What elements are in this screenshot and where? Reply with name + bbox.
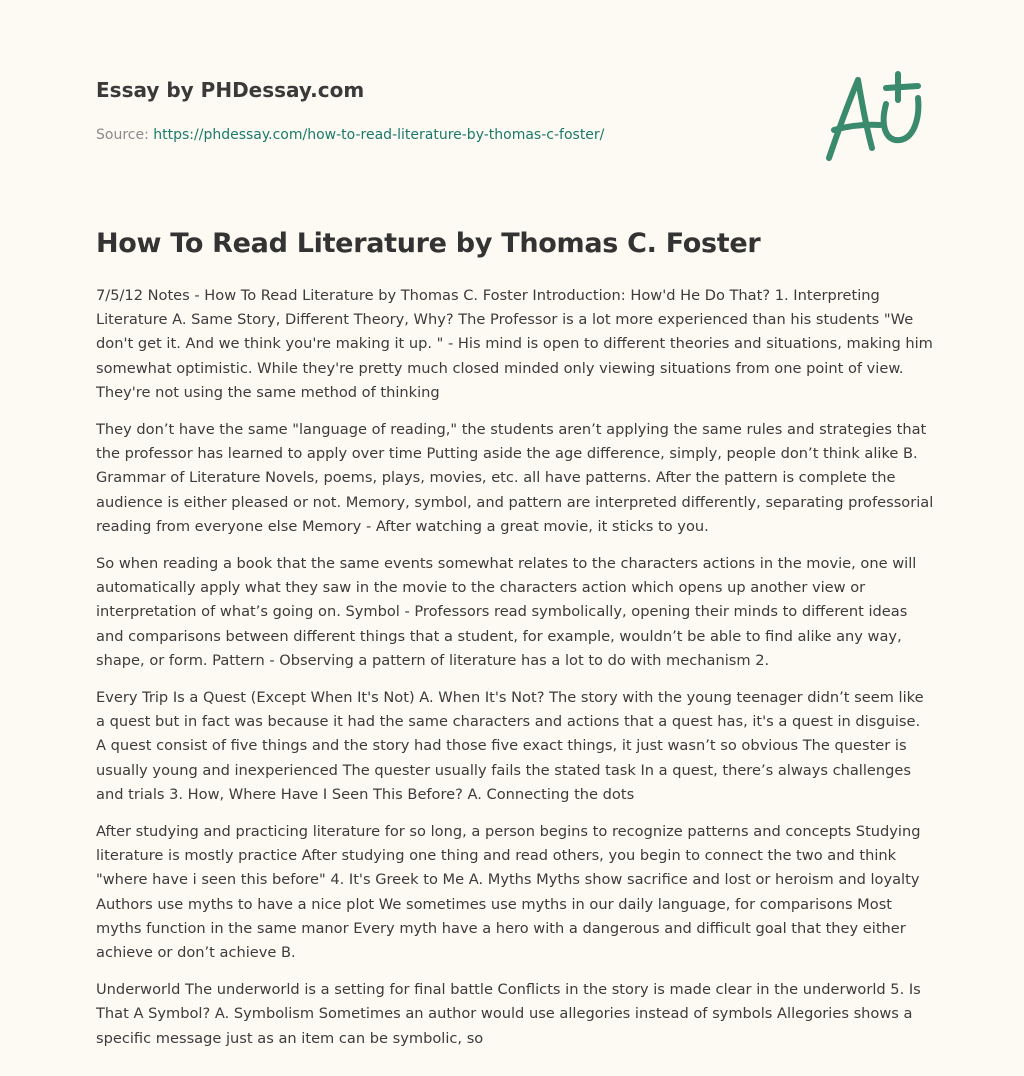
a-plus-logo-icon [822, 68, 926, 164]
article-paragraph: Underworld The underworld is a setting for final battle Conflicts in the story is made clear in the underworld 5. Is That A Symbol? A. Symbolism Sometimes an author would use allegories instead of symbols Allegories shows a specific message just as an item can be symbolic, so [96, 981, 921, 1047]
source-link[interactable]: https://phdessay.com/how-to-read-literature-by-thomas-c-foster/ [153, 127, 605, 143]
source-line [96, 126, 796, 144]
article-paragraph: So when reading a book that the same events somewhat relates to the characters actions in the movie, one will automatically apply what they saw in the movie to the characters action which opens up another view or interpretation of what’s going on. Symbol - Professors read symbolically, opening their minds to different ideas and comparisons between different things that a student, for example, wouldn’t be able to find alike any way, shape, or form. Pattern - Observing a pattern of literature has a lot to do with mechanism 2. [96, 555, 917, 669]
article-paragraph: 7/5/12 Notes - How To Read Literature by Thomas C. Foster Introduction: How'd He Do That? 1. Interpreting Literature A. Same Story, Different Theory, Why? The Professor is a lot more experienced than his students "We don't get it. And we think you're making it up. " - His mind is open to different theories and situations, making him somewhat optimistic. While they're pretty much closed minded only viewing situations from one point of view. They're not using the same method of thinking [96, 287, 933, 401]
essay-header [96, 76, 796, 144]
source-label: Source: [96, 127, 154, 143]
article-paragraph: They don’t have the same "language of reading," the students aren’t applying the same rules and strategies that the professor has learned to apply over time Putting aside the age difference, simply, people don’t think alike B. Grammar of Literature Novels, poems, plays, movies, etc. all have patterns. After the pattern is complete the audience is either pleased or not. Memory, symbol, and pattern are interpreted differently, separating professorial reading from everyone else Memory - After watching a great movie, it sticks to you. [96, 421, 934, 535]
brand-title: Essay by PHDessay.com [96, 78, 365, 102]
article-title: How To Read Literature by Thomas C. Foster [96, 228, 761, 259]
article-paragraph: After studying and practicing literature for so long, a person begins to recognize patterns and concepts Studying literature is mostly practice After studying one thing and read others, you begin to connect the two and think "where have i seen this before" 4. It's Greek to Me A. Myths Myths show sacrifice and lost or heroism and loyalty Authors use myths to have a nice plot We sometimes use myths in our daily language, for comparisons Most myths function in the same manor Every myth have a hero with a dangerous and difficult goal that they either achieve or don’t achieve B. [96, 823, 921, 962]
article-body [96, 284, 934, 1064]
article-paragraph: Every Trip Is a Quest (Except When It's Not) A. When It's Not? The story with the young teenager didn’t seem like a quest but in fact was because it had the same characters and actions that a quest has, it's a quest in disguise. A quest consist of five things and the story had those five exact things, it just wasn’t so obvious The quester is usually young and inexperienced The quester usually fails the stated task In a quest, there’s always challenges and trials 3. How, Where Have I Seen This Before? A. Connecting the dots [96, 689, 924, 803]
